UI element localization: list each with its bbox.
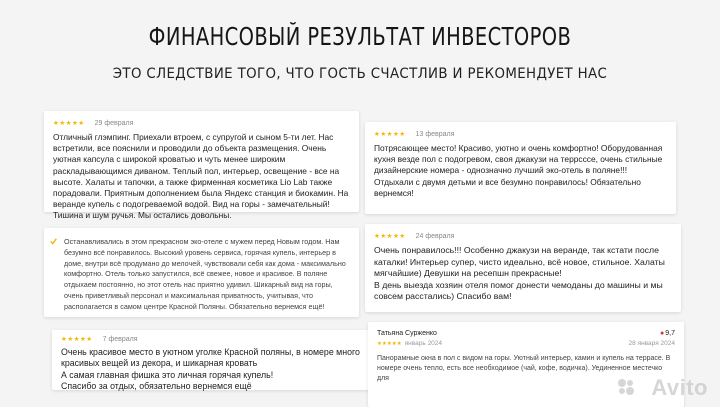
review-date: 29 февраля: [94, 119, 134, 127]
reviewer-name: Татьяна Сурженко: [377, 330, 437, 337]
review-text: Панорамные окна в пол с видом на горы. Уютный интерьер, камин и купель на террасе. В номере очень тепло, есть все необходимое (чай, кофе, водичка). Уединенное местечко для: [377, 355, 671, 382]
page-subtitle: ЭТО СЛЕДСТВИЕ ТОГО, ЧТО ГОСТЬ СЧАСТЛИВ И РЕКОМЕНДУЕТ НАС: [112, 66, 608, 82]
review-text: Очень понравилось!!! Особенно джакузи на веранде, так кстати после каталки! Интерьер супер, чисто идеально, всё новое, стильное. Халаты мягчайшие) Девушки на ресепшн прекрасные! В день выезда хозяин отеля помог донести чемоданы до машины и мы совсем расстались) Спасибо вам!: [374, 245, 665, 301]
review-text: Останавливались в этом прекрасном эко-отеле с мужем перед Новым годом. Нам безумно всё понравилось. Высокий уровень сервиса, горячая купель, интерьер в доме, внутри всё продумано до мелочей, чувствовали себя как дома - максимально комфортно. Отель только запустился, всё свежее, новое и красивое. В поляне отдыхаем постоянно, но этот отель нас приятно удивил. Шикарный вид на горы, очень приветливый персонал и максимальная приватность, учитывая, что располагается в самом центре Красной Поляны. Обязательно вернемся ещё!: [64, 237, 346, 311]
review-card: [44, 228, 359, 317]
review-date: 24 февраля: [415, 232, 455, 240]
review-card: [52, 330, 369, 390]
rating-stars-icon: ★★★★★: [377, 341, 402, 347]
review-card: [44, 111, 359, 221]
review-card: [365, 122, 676, 214]
rating-stars: ★★★★★: [61, 336, 93, 343]
review-month: ★★★★★ январь 2024: [377, 340, 443, 347]
review-text: Очень красивое место в уютном уголке Красной поляны, в номере много красивых вещей из декора, и шикарная кровать А самая главная фишка это личная горячая купель! Спасибо за отдых, обязательно вернемся ещё: [61, 347, 360, 392]
page-title: ФИНАНСОВЫЙ РЕЗУЛЬТАТ ИНВЕСТОРОВ: [148, 22, 572, 51]
check-icon: [50, 238, 57, 245]
rating-stars: ★★★★★: [374, 233, 406, 240]
review-date: 28 января 2024: [628, 340, 675, 347]
rating-score: ●9,7: [660, 330, 675, 337]
rating-stars: ★★★★★: [53, 120, 85, 127]
review-date: 7 февраля: [102, 335, 138, 343]
rating-dot-icon: ●: [660, 330, 665, 337]
avito-watermark: Avito: [651, 375, 708, 400]
avito-logo-icon: [616, 377, 636, 397]
review-card-avito: [368, 322, 684, 407]
rating-stars: ★★★★★: [374, 131, 406, 138]
review-date: 13 февраля: [415, 130, 455, 138]
review-text: Отличный глэмпинг. Приехали втроем, с супругой и сыном 5-ти лет. Нас встретили, все пояснили и проводили до объекта размещения. Очень уютная капсула с широкой кроватью и чуть менее широким раскладывающимся диваном. Теплый пол, интерьер, освещение - все на высоте. Халаты и тапочки, а также фирменная косметика Lio Lab также порадовали. Приятным дополнением была Яндекс станция и биокамин. На веранде купель с подогреваемой водой. Вид на горы - замечательный! Тишина и шум ручья. Мы остались довольны.: [53, 132, 349, 221]
review-text: Потрясающее место! Красиво, уютно и очень комфортно! Оборудованная кухня везде пол с подогревом, своя джакузи на террсссе, очень стильные дизайнерские номера - однозначно лучший эко-отель в поляне!!! Отдыхали с двумя детьми и все безумно понравилось! Обязательно вернемся!: [374, 143, 663, 198]
review-card: [365, 224, 681, 312]
